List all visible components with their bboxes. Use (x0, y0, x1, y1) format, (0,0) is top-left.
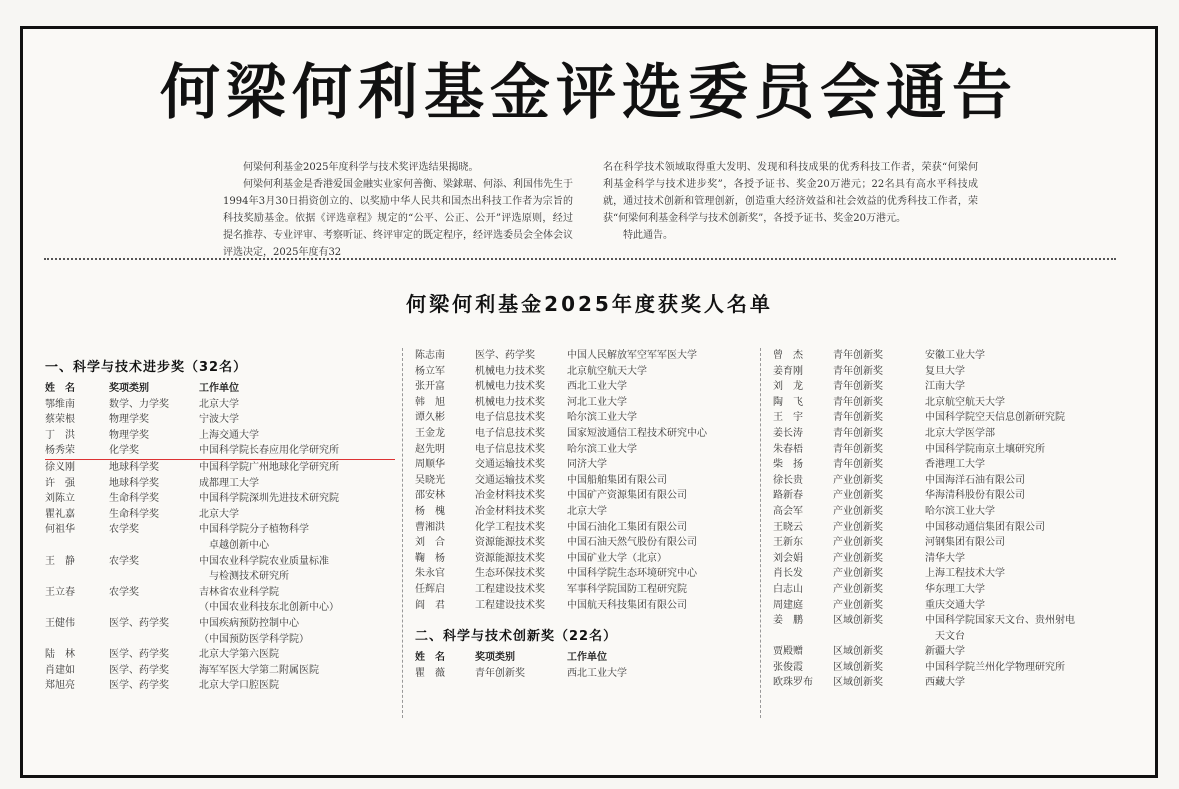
table-row (45, 443, 395, 460)
table-row (415, 535, 773, 551)
award-category: 机械电力技术奖 (475, 396, 545, 408)
work-unit: 华海清科股份有限公司 (925, 490, 1025, 502)
work-unit: 中国科学院兰州化学物理研究所 (925, 661, 1065, 673)
award-category: 农学奖 (109, 555, 139, 567)
awardee-name: 吴晓光 (415, 474, 445, 486)
award-category: 化学奖 (109, 443, 199, 460)
award-category: 产业创新奖 (833, 552, 883, 564)
header-unit: 工作单位 (567, 652, 607, 664)
work-unit: 与检测技术研究所 (199, 571, 289, 583)
awardee-name: 白志山 (773, 583, 803, 595)
awardee-name: 徐义刚 (45, 461, 75, 473)
table-row (773, 348, 1113, 364)
awardee-name: 欧珠罗布 (773, 677, 813, 689)
work-unit: 北京大学 (567, 505, 607, 517)
award-category: 青年创新奖 (833, 459, 883, 471)
table-row (773, 488, 1113, 504)
table-row (45, 585, 395, 601)
work-unit: 中国科学院广州地球化学研究所 (199, 461, 339, 473)
list-column-right (760, 348, 1113, 718)
table-row (45, 428, 395, 444)
award-category: 医学、药学奖 (109, 680, 169, 692)
award-category: 青年创新奖 (833, 427, 883, 439)
awardee-name: 陈志南 (415, 350, 445, 361)
work-unit: 吉林省农业科学院 (199, 586, 279, 598)
table-row (415, 582, 773, 598)
table-header (415, 650, 773, 666)
work-unit: 北京大学口腔医院 (199, 680, 279, 692)
award-category: 物理学奖 (109, 414, 149, 426)
work-unit: 新疆大学 (925, 646, 965, 658)
work-unit: 安徽工业大学 (925, 350, 985, 361)
awardee-name: 王立春 (45, 586, 75, 598)
award-category: 农学奖 (109, 524, 139, 536)
table-row (773, 457, 1113, 473)
table-row (415, 395, 773, 411)
awardee-name: 周顺华 (415, 459, 445, 471)
awardee-name: 杨立军 (415, 365, 445, 377)
award-category: 生命科学奖 (109, 508, 159, 520)
table-row (773, 582, 1113, 598)
award-category: 工程建设技术奖 (475, 599, 545, 611)
work-unit: 哈尔滨工业大学 (925, 505, 995, 517)
header-category: 奖项类别 (109, 383, 149, 394)
awardee-name: 邵安林 (415, 490, 445, 502)
awardee-name: 谭久彬 (415, 412, 445, 424)
awardee-name: 阎 君 (415, 599, 445, 611)
work-unit: 中国航天科技集团有限公司 (567, 599, 687, 611)
work-unit: 哈尔滨工业大学 (567, 412, 637, 424)
awardee-name: 姜长涛 (773, 427, 803, 439)
awardee-name: 刘陈立 (45, 493, 75, 505)
awardee-name: 蔡荣根 (45, 414, 75, 426)
work-unit: 重庆交通大学 (925, 599, 985, 611)
award-category: 产业创新奖 (833, 599, 883, 611)
awardee-name (773, 629, 833, 645)
awardee-name: 柴 扬 (773, 459, 803, 471)
intro-paragraph: 特此通告。 (623, 230, 673, 241)
awardee-name: 肖长发 (773, 568, 803, 580)
table-row (415, 598, 773, 614)
table-row (773, 410, 1113, 426)
award-category: 交通运输技术奖 (475, 474, 545, 486)
award-category: 产业创新奖 (833, 583, 883, 595)
awardee-name: 王 静 (45, 555, 75, 567)
awardee-name: 姜 鹏 (773, 615, 803, 627)
table-row (773, 644, 1113, 660)
intro-left (223, 159, 573, 261)
awardee-name: 鞠 杨 (415, 552, 445, 564)
awardee-list (45, 397, 395, 694)
work-unit: 中国海洋石油有限公司 (925, 474, 1025, 486)
table-row (773, 379, 1113, 395)
table-row (773, 675, 1113, 691)
award-category: 产业创新奖 (833, 537, 883, 549)
table-row (773, 598, 1113, 614)
award-category: 区域创新奖 (833, 677, 883, 689)
header-name: 姓 名 (45, 383, 75, 394)
work-unit: 西藏大学 (925, 677, 965, 689)
header-category: 奖项类别 (475, 652, 515, 664)
award-category: 交通运输技术奖 (475, 459, 545, 471)
awardee-name: 韩 旭 (415, 396, 445, 408)
awardee-name: 张俊霞 (773, 661, 803, 673)
work-unit: 中国矿业大学（北京） (567, 552, 667, 564)
table-row (45, 569, 395, 585)
table-row (45, 397, 395, 413)
work-unit: 北京大学 (199, 508, 239, 520)
award-category: 工程建设技术奖 (475, 583, 545, 595)
header-name: 姓 名 (415, 652, 445, 664)
award-category: 电子信息技术奖 (475, 412, 545, 424)
award-category: 资源能源技术奖 (475, 537, 545, 549)
awardee-name: 曹湘洪 (415, 521, 445, 533)
award-category: 产业创新奖 (833, 568, 883, 580)
table-row (45, 491, 395, 507)
work-unit: 上海工程技术大学 (925, 568, 1005, 580)
table-row (415, 442, 773, 458)
table-row (415, 488, 773, 504)
table-row (415, 348, 773, 364)
table-row (773, 660, 1113, 676)
work-unit: 中国石油化工集团有限公司 (567, 521, 687, 533)
awardee-name: 瞿礼嘉 (45, 508, 75, 520)
table-row (45, 663, 395, 679)
intro-right (603, 159, 978, 244)
award-category (109, 538, 199, 554)
table-row (773, 395, 1113, 411)
table-row (415, 566, 773, 582)
work-unit: 中国科学院南京土壤研究所 (925, 443, 1045, 455)
work-unit: 中国科学院深圳先进技术研究院 (199, 493, 339, 505)
table-row (45, 538, 395, 554)
awardee-name: 郑旭亮 (45, 680, 75, 692)
award-category: 医学、药学奖 (475, 350, 535, 361)
awardee-name: 刘会娟 (773, 552, 803, 564)
awardee-list (415, 348, 773, 613)
work-unit: 清华大学 (925, 552, 965, 564)
work-unit: 中国科学院分子植物科学 (199, 524, 309, 536)
award-category: 电子信息技术奖 (475, 427, 545, 439)
awardee-name: 瞿 薇 (415, 667, 445, 679)
section-title: 一、科学与技术进步奖（32名） (45, 360, 248, 375)
work-unit: 北京航空航天大学 (925, 396, 1005, 408)
work-unit: 宁波大学 (199, 414, 239, 426)
table-row (415, 410, 773, 426)
work-unit: 河钢集团有限公司 (925, 537, 1005, 549)
work-unit: 中国移动通信集团有限公司 (925, 521, 1045, 533)
table-row (45, 600, 395, 616)
table-row (415, 520, 773, 536)
award-category: 冶金材料技术奖 (475, 505, 545, 517)
award-category: 产业创新奖 (833, 490, 883, 502)
award-category: 地球科学奖 (109, 461, 159, 473)
awardee-name: 王 宇 (773, 412, 803, 424)
award-category: 资源能源技术奖 (475, 552, 545, 564)
awardee-name: 朱春梧 (773, 443, 803, 455)
table-row (415, 457, 773, 473)
table-row (773, 629, 1113, 645)
awardee-name: 杨 槐 (415, 505, 445, 517)
table-row (45, 507, 395, 523)
work-unit: 中国船舶集团有限公司 (567, 474, 667, 486)
table-row (773, 520, 1113, 536)
table-row (45, 522, 395, 538)
work-unit: 海军军医大学第二附属医院 (199, 664, 319, 676)
awardee-name: 徐长贵 (773, 474, 803, 486)
award-category: 产业创新奖 (833, 474, 883, 486)
table-row (415, 473, 773, 489)
table-row (773, 442, 1113, 458)
work-unit: 河北工业大学 (567, 396, 627, 408)
award-category: 数学、力学奖 (109, 398, 169, 410)
award-category: 青年创新奖 (833, 350, 883, 361)
intro-paragraph: 何梁何利基金2025年度科学与技术奖评选结果揭晓。 (243, 162, 479, 173)
work-unit: 国家短波通信工程技术研究中心 (567, 427, 707, 439)
awardee-name: 何祖华 (45, 524, 75, 536)
work-unit: 卓越创新中心 (199, 539, 269, 551)
table-row (45, 476, 395, 492)
awardee-name: 朱永官 (415, 568, 445, 580)
work-unit: 中国科学院长春应用化学研究所 (199, 443, 395, 460)
award-category: 电子信息技术奖 (475, 443, 545, 455)
award-category: 青年创新奖 (833, 412, 883, 424)
work-unit: （中国预防医学科学院） (199, 633, 309, 645)
work-unit: 香港理工大学 (925, 459, 985, 471)
work-unit: 中国科学院生态环境研究中心 (567, 568, 697, 580)
work-unit: 中国科学院国家天文台、贵州射电 (925, 615, 1075, 627)
award-category: 产业创新奖 (833, 505, 883, 517)
award-category (109, 600, 199, 616)
work-unit: 成都理工大学 (199, 477, 259, 489)
awardee-name: 刘 合 (415, 537, 445, 549)
work-unit: 北京航空航天大学 (567, 365, 647, 377)
awardee-name (45, 632, 109, 648)
table-row (773, 535, 1113, 551)
awardee-name: 王晓云 (773, 521, 803, 533)
work-unit: 北京大学第六医院 (199, 649, 279, 661)
awardee-name: 姜育刚 (773, 365, 803, 377)
awardee-name: 杨秀荣 (45, 443, 109, 460)
table-row (45, 632, 395, 648)
header-unit: 工作单位 (199, 383, 239, 394)
list-title: 何梁何利基金2025年度获奖人名单 (406, 292, 773, 316)
table-row (415, 379, 773, 395)
table-row (773, 504, 1113, 520)
work-unit: 中国石油天然气股份有限公司 (567, 537, 697, 549)
award-category: 机械电力技术奖 (475, 365, 545, 377)
table-row (773, 566, 1113, 582)
work-unit: 中国农业科学院农业质量标准 (199, 555, 329, 567)
award-category (109, 632, 199, 648)
award-category: 青年创新奖 (833, 381, 883, 393)
awardee-name: 周建庭 (773, 599, 803, 611)
award-category: 医学、药学奖 (109, 664, 169, 676)
work-unit: 中国疾病预防控制中心 (199, 617, 299, 629)
awardee-name: 鄂维南 (45, 398, 75, 410)
awardee-name: 肖建如 (45, 664, 75, 676)
work-unit: 天文台 (925, 630, 965, 642)
list-column-left (45, 348, 395, 694)
table-row (773, 473, 1113, 489)
work-unit: 中国科学院空天信息创新研究院 (925, 412, 1065, 424)
awardee-list (773, 348, 1113, 691)
award-category: 青年创新奖 (833, 396, 883, 408)
dotted-divider (44, 258, 1116, 260)
awardee-name: 张开富 (415, 381, 445, 393)
work-unit: 中国矿产资源集团有限公司 (567, 490, 687, 502)
table-row (415, 666, 773, 682)
table-row (45, 412, 395, 428)
awardee-name: 赵先明 (415, 443, 445, 455)
awardee-name: 刘 龙 (773, 381, 803, 393)
award-category: 青年创新奖 (833, 443, 883, 455)
work-unit: 军事科学院国防工程研究院 (567, 583, 687, 595)
awardee-name (45, 600, 109, 616)
table-row (45, 460, 395, 476)
table-row (45, 647, 395, 663)
work-unit: 华东理工大学 (925, 583, 985, 595)
awardee-name: 陆 林 (45, 649, 75, 661)
award-category: 物理学奖 (109, 429, 149, 441)
awardee-name: 王金龙 (415, 427, 445, 439)
award-category: 生态环保技术奖 (475, 568, 545, 580)
table-row (415, 364, 773, 380)
awardee-name: 任辉启 (415, 583, 445, 595)
table-row (773, 364, 1113, 380)
awardee-name: 王新东 (773, 537, 803, 549)
work-unit: 上海交通大学 (199, 429, 259, 441)
work-unit: 北京大学 (199, 398, 239, 410)
awardee-name (45, 569, 109, 585)
awardee-name: 王健伟 (45, 617, 75, 629)
awardee-list (415, 666, 773, 682)
award-category: 医学、药学奖 (109, 617, 169, 629)
award-category (109, 569, 199, 585)
work-unit: 北京大学医学部 (925, 427, 995, 439)
table-row (415, 426, 773, 442)
award-category: 冶金材料技术奖 (475, 490, 545, 502)
section-title: 二、科学与技术创新奖（22名） (415, 629, 618, 645)
table-header (45, 381, 395, 397)
award-category: 产业创新奖 (833, 521, 883, 533)
award-category: 机械电力技术奖 (475, 381, 545, 393)
award-category: 农学奖 (109, 586, 139, 598)
work-unit: 同济大学 (567, 459, 607, 471)
awardee-name: 高会军 (773, 505, 803, 517)
list-column-middle (402, 348, 773, 718)
awardee-name (45, 538, 109, 554)
award-category: 区域创新奖 (833, 615, 883, 627)
table-row (415, 551, 773, 567)
award-category: 区域创新奖 (833, 646, 883, 658)
work-unit: 江南大学 (925, 381, 965, 393)
work-unit: （中国农业科技东北创新中心） (199, 602, 339, 614)
awardee-name: 路新春 (773, 490, 803, 502)
work-unit: 复旦大学 (925, 365, 965, 377)
awardee-name: 陶 飞 (773, 396, 803, 408)
award-category: 化学工程技术奖 (475, 521, 545, 533)
table-row (45, 616, 395, 632)
table-row (773, 551, 1113, 567)
awardee-name: 曾 杰 (773, 350, 803, 361)
award-category: 生命科学奖 (109, 493, 159, 505)
work-unit: 中国人民解放军空军军医大学 (567, 350, 697, 361)
work-unit: 哈尔滨工业大学 (567, 443, 637, 455)
award-category: 医学、药学奖 (109, 649, 169, 661)
table-row (415, 504, 773, 520)
intro-paragraph: 何梁何利基金是香港爱国金融实业家何善衡、梁銶琚、何添、利国伟先生于1994年3月30日捐资创立的、以奖励中华人民共和国杰出科技工作者为宗旨的科技奖励基金。依据《评选章程》规定的“公平、公正、公开”评选原则，经过提名推荐、专业评审、考察听证、终评审定的既定程序，经评选委员会全体会议评选决定，2025年度有32 (223, 179, 573, 258)
award-category: 青年创新奖 (833, 365, 883, 377)
awardee-name: 许 强 (45, 477, 75, 489)
work-unit: 西北工业大学 (567, 667, 627, 679)
award-category: 区域创新奖 (833, 661, 883, 673)
awardee-name: 贾殿赠 (773, 646, 803, 658)
intro-paragraph: 名在科学技术领域取得重大发明、发现和科技成果的优秀科技工作者，荣获“何梁何利基金科学与技术进步奖”，各授予证书、奖金20万港元；22名具有高水平科技成就，通过技术创新和管理创新，创造重大经济效益和社会效益的优秀科技工作者，荣获“何梁何利基金科学与技术创新奖”，各授予证书、奖金20万港元。 (603, 162, 978, 224)
award-category: 青年创新奖 (475, 667, 525, 679)
table-row (45, 678, 395, 694)
work-unit: 西北工业大学 (567, 381, 627, 393)
table-row (45, 554, 395, 570)
table-row (773, 426, 1113, 442)
awardee-name: 丁 洪 (45, 429, 75, 441)
table-row (773, 613, 1113, 629)
award-category: 地球科学奖 (109, 477, 159, 489)
notice-title: 何梁何利基金评选委员会通告 (160, 58, 1018, 128)
award-category (833, 629, 925, 645)
